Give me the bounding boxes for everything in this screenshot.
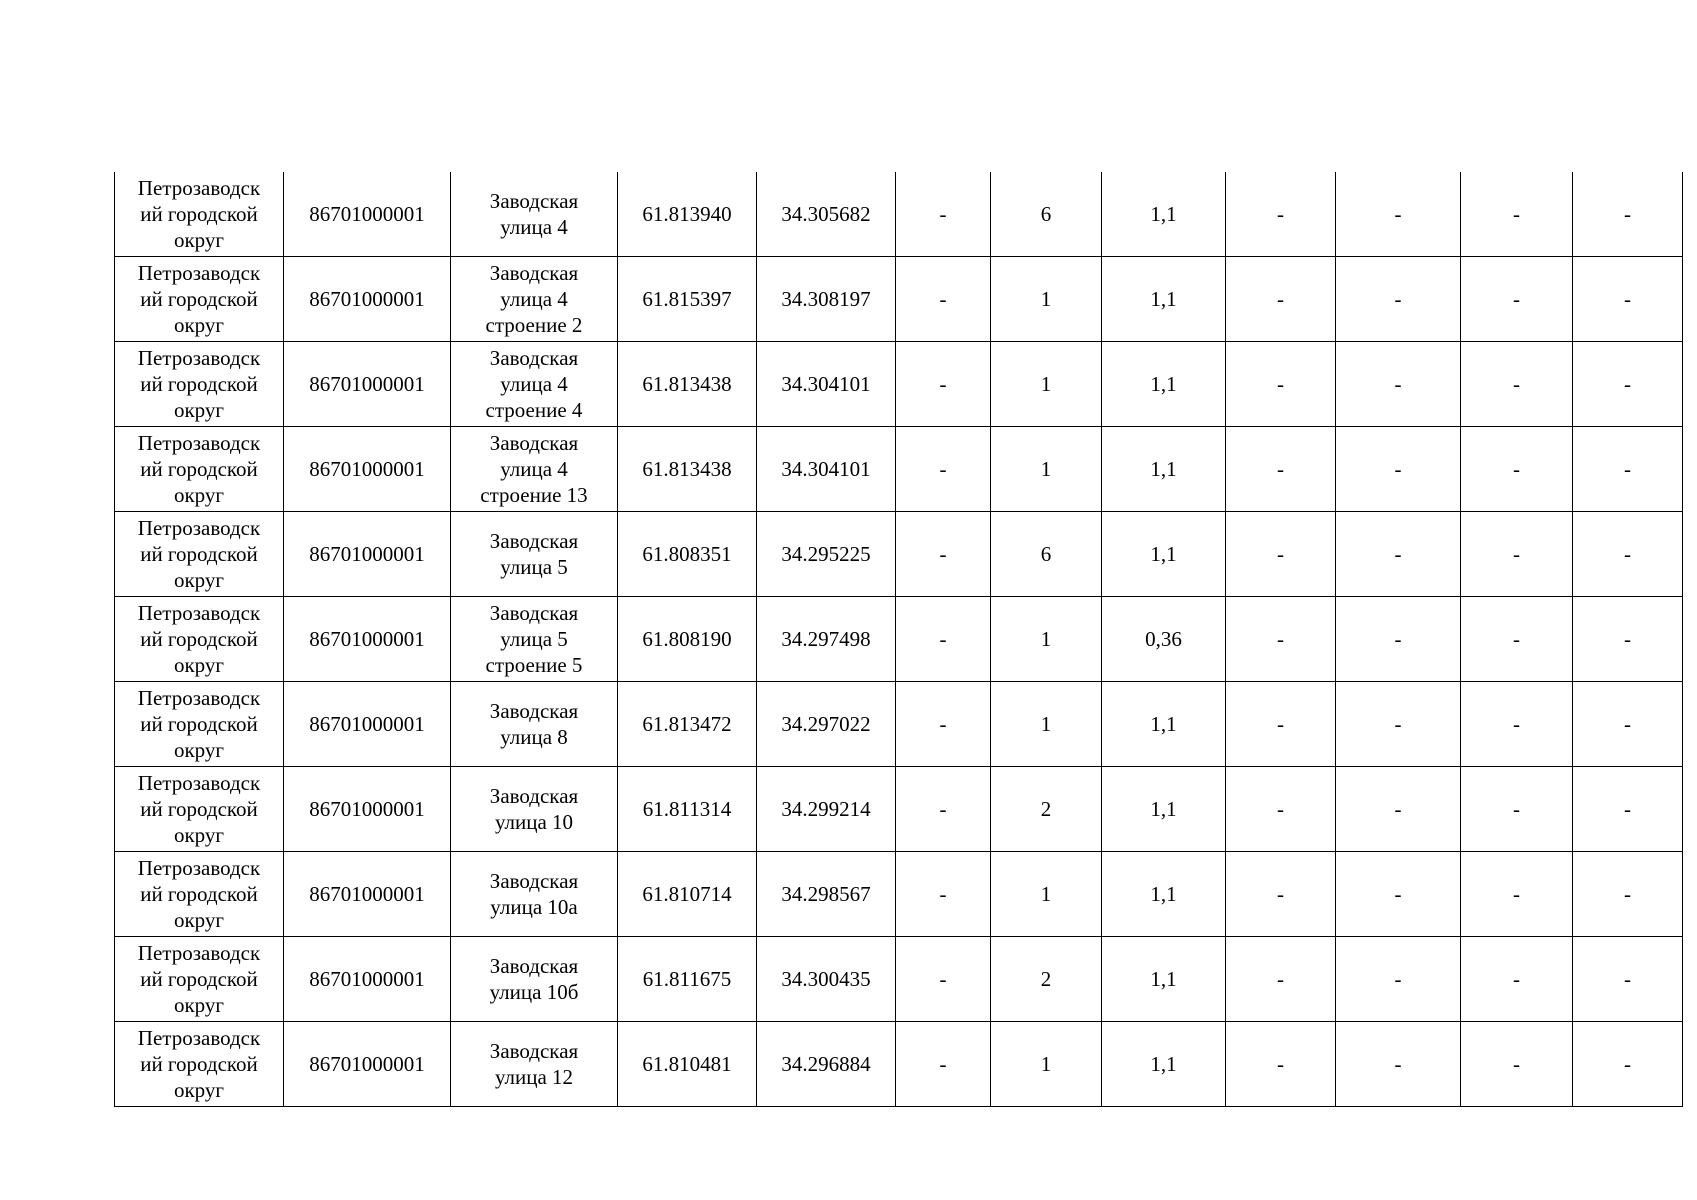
cell-column-7: 1 (991, 342, 1102, 427)
cell-column-12: - (1573, 597, 1683, 682)
cell-column-9: - (1226, 427, 1336, 512)
cell-municipality (115, 1022, 284, 1107)
cell-address (451, 597, 618, 682)
cell-column-6: - (896, 512, 991, 597)
table-row (115, 257, 1683, 342)
cell-column-10: - (1336, 1022, 1461, 1107)
cell-column-9: - (1226, 257, 1336, 342)
cell-column-6: - (896, 257, 991, 342)
cell-municipality-line: Петрозаводск (137, 856, 261, 880)
cell-municipality-line: Петрозаводск (137, 261, 261, 285)
cell-column-11: - (1461, 1022, 1573, 1107)
cell-municipality-line: ий городской (140, 287, 258, 311)
cell-column-9: - (1226, 342, 1336, 427)
cell-column-8: 1,1 (1102, 937, 1226, 1022)
cell-address (451, 512, 618, 597)
cell-municipality-line: округ (173, 568, 225, 592)
cell-municipality-line: округ (173, 823, 225, 847)
cell-municipality-line: ий городской (140, 1052, 258, 1076)
cell-latitude: 61.811675 (618, 937, 757, 1022)
cell-column-7: 1 (991, 427, 1102, 512)
cell-municipality-line: ий городской (140, 712, 258, 736)
cell-municipality (115, 767, 284, 852)
cell-latitude: 61.813438 (618, 342, 757, 427)
cell-oktmo: 86701000001 (284, 512, 451, 597)
cell-longitude: 34.305682 (757, 172, 896, 257)
cell-address-line: улица 10 (494, 810, 574, 834)
table-row (115, 1022, 1683, 1107)
cell-latitude: 61.813438 (618, 427, 757, 512)
table-row (115, 172, 1683, 257)
cell-address-line: Заводская (489, 699, 579, 723)
cell-column-6: - (896, 597, 991, 682)
cell-oktmo: 86701000001 (284, 1022, 451, 1107)
cell-municipality-line: округ (173, 483, 225, 507)
cell-address-line: улица 10б (489, 980, 579, 1004)
document-page (114, 172, 1631, 1107)
cell-municipality (115, 172, 284, 257)
cell-column-11: - (1461, 342, 1573, 427)
cell-municipality-line: округ (173, 398, 225, 422)
cell-address-line: строение 2 (485, 313, 583, 337)
cell-column-10: - (1336, 682, 1461, 767)
cell-latitude: 61.815397 (618, 257, 757, 342)
cell-address-line: Заводская (489, 954, 579, 978)
cell-longitude: 34.300435 (757, 937, 896, 1022)
cell-column-7: 1 (991, 257, 1102, 342)
registry-table (114, 172, 1683, 1107)
cell-column-12: - (1573, 1022, 1683, 1107)
cell-longitude: 34.295225 (757, 512, 896, 597)
cell-address (451, 937, 618, 1022)
cell-municipality-line: ий городской (140, 202, 258, 226)
cell-column-9: - (1226, 937, 1336, 1022)
cell-column-6: - (896, 682, 991, 767)
cell-municipality-line: округ (173, 738, 225, 762)
table-row (115, 427, 1683, 512)
cell-municipality-line: Петрозаводск (137, 771, 261, 795)
cell-address-line: Заводская (489, 346, 579, 370)
cell-municipality-line: ий городской (140, 627, 258, 651)
cell-column-9: - (1226, 172, 1336, 257)
cell-column-7: 1 (991, 682, 1102, 767)
cell-municipality-line: Петрозаводск (137, 686, 261, 710)
cell-column-11: - (1461, 172, 1573, 257)
cell-column-11: - (1461, 852, 1573, 937)
cell-address-line: улица 4 (500, 457, 568, 481)
cell-column-10: - (1336, 257, 1461, 342)
cell-column-6: - (896, 427, 991, 512)
cell-address (451, 1022, 618, 1107)
cell-latitude: 61.810481 (618, 1022, 757, 1107)
cell-address-line: Заводская (489, 784, 579, 808)
cell-oktmo: 86701000001 (284, 172, 451, 257)
cell-municipality-line: ий городской (140, 967, 258, 991)
cell-municipality-line: ий городской (140, 457, 258, 481)
cell-column-12: - (1573, 257, 1683, 342)
cell-column-8: 1,1 (1102, 767, 1226, 852)
cell-oktmo: 86701000001 (284, 427, 451, 512)
cell-municipality-line: Петрозаводск (137, 431, 261, 455)
cell-address-line: улица 10а (490, 895, 578, 919)
cell-column-7: 6 (991, 172, 1102, 257)
cell-municipality (115, 597, 284, 682)
cell-municipality (115, 682, 284, 767)
cell-column-8: 1,1 (1102, 852, 1226, 937)
cell-address-line: улица 4 (500, 215, 568, 239)
cell-municipality-line: округ (173, 1078, 225, 1102)
cell-column-9: - (1226, 852, 1336, 937)
cell-latitude: 61.811314 (618, 767, 757, 852)
cell-oktmo: 86701000001 (284, 597, 451, 682)
cell-municipality-line: Петрозаводск (137, 176, 261, 200)
cell-column-12: - (1573, 682, 1683, 767)
cell-longitude: 34.308197 (757, 257, 896, 342)
cell-column-8: 1,1 (1102, 512, 1226, 597)
cell-municipality-line: округ (173, 908, 225, 932)
cell-municipality-line: округ (173, 993, 225, 1017)
cell-column-9: - (1226, 767, 1336, 852)
cell-address-line: Заводская (489, 529, 579, 553)
cell-municipality-line: Петрозаводск (137, 516, 261, 540)
cell-column-12: - (1573, 852, 1683, 937)
cell-address-line: улица 12 (494, 1065, 574, 1089)
cell-latitude: 61.810714 (618, 852, 757, 937)
cell-column-8: 1,1 (1102, 342, 1226, 427)
cell-latitude: 61.813472 (618, 682, 757, 767)
cell-column-10: - (1336, 172, 1461, 257)
table-row (115, 597, 1683, 682)
table-row (115, 342, 1683, 427)
cell-column-9: - (1226, 1022, 1336, 1107)
cell-column-6: - (896, 1022, 991, 1107)
table-row (115, 512, 1683, 597)
cell-column-11: - (1461, 597, 1573, 682)
cell-address-line: Заводская (489, 189, 579, 213)
cell-column-8: 1,1 (1102, 427, 1226, 512)
table-row (115, 852, 1683, 937)
cell-municipality-line: ий городской (140, 542, 258, 566)
cell-oktmo: 86701000001 (284, 682, 451, 767)
cell-column-12: - (1573, 172, 1683, 257)
cell-column-11: - (1461, 257, 1573, 342)
table-row (115, 767, 1683, 852)
cell-column-7: 1 (991, 597, 1102, 682)
cell-municipality-line: ий городской (140, 372, 258, 396)
cell-address-line: Заводская (489, 261, 579, 285)
cell-column-8: 1,1 (1102, 172, 1226, 257)
cell-longitude: 34.297022 (757, 682, 896, 767)
cell-municipality-line: Петрозаводск (137, 941, 261, 965)
cell-column-12: - (1573, 342, 1683, 427)
cell-municipality-line: ий городской (140, 797, 258, 821)
cell-column-9: - (1226, 682, 1336, 767)
cell-oktmo: 86701000001 (284, 937, 451, 1022)
cell-address-line: улица 5 (500, 627, 568, 651)
table-body (115, 172, 1683, 1107)
cell-longitude: 34.297498 (757, 597, 896, 682)
cell-column-12: - (1573, 767, 1683, 852)
cell-column-6: - (896, 172, 991, 257)
cell-column-11: - (1461, 682, 1573, 767)
cell-oktmo: 86701000001 (284, 767, 451, 852)
cell-column-8: 1,1 (1102, 682, 1226, 767)
cell-column-8: 1,1 (1102, 1022, 1226, 1107)
cell-address (451, 852, 618, 937)
cell-municipality (115, 512, 284, 597)
cell-column-8: 1,1 (1102, 257, 1226, 342)
cell-column-9: - (1226, 512, 1336, 597)
cell-latitude: 61.808351 (618, 512, 757, 597)
cell-column-12: - (1573, 512, 1683, 597)
table-row (115, 937, 1683, 1022)
cell-oktmo: 86701000001 (284, 342, 451, 427)
cell-municipality-line: ий городской (140, 882, 258, 906)
cell-address (451, 682, 618, 767)
cell-address (451, 172, 618, 257)
cell-address (451, 257, 618, 342)
cell-address-line: Заводская (489, 431, 579, 455)
cell-address-line: Заводская (489, 1039, 579, 1063)
cell-address-line: строение 4 (485, 398, 583, 422)
cell-column-7: 2 (991, 767, 1102, 852)
cell-longitude: 34.298567 (757, 852, 896, 937)
cell-municipality-line: округ (173, 653, 225, 677)
cell-municipality-line: Петрозаводск (137, 601, 261, 625)
cell-latitude: 61.808190 (618, 597, 757, 682)
cell-column-11: - (1461, 937, 1573, 1022)
cell-column-7: 6 (991, 512, 1102, 597)
cell-address (451, 342, 618, 427)
cell-column-7: 1 (991, 852, 1102, 937)
cell-column-10: - (1336, 427, 1461, 512)
cell-address-line: строение 13 (480, 483, 588, 507)
cell-column-6: - (896, 852, 991, 937)
cell-column-6: - (896, 937, 991, 1022)
cell-longitude: 34.299214 (757, 767, 896, 852)
cell-address-line: Заводская (489, 869, 579, 893)
cell-column-8: 0,36 (1102, 597, 1226, 682)
cell-address-line: Заводская (489, 601, 579, 625)
cell-column-6: - (896, 342, 991, 427)
cell-column-7: 1 (991, 1022, 1102, 1107)
cell-column-10: - (1336, 852, 1461, 937)
cell-latitude: 61.813940 (618, 172, 757, 257)
cell-address-line: улица 8 (500, 725, 568, 749)
cell-municipality-line: Петрозаводск (137, 346, 261, 370)
cell-longitude: 34.304101 (757, 342, 896, 427)
cell-column-11: - (1461, 512, 1573, 597)
table-row (115, 682, 1683, 767)
cell-address (451, 427, 618, 512)
cell-address-line: улица 4 (500, 372, 568, 396)
cell-municipality (115, 257, 284, 342)
cell-column-6: - (896, 767, 991, 852)
cell-municipality-line: округ (173, 313, 225, 337)
cell-column-7: 2 (991, 937, 1102, 1022)
cell-municipality-line: Петрозаводск (137, 1026, 261, 1050)
cell-column-11: - (1461, 767, 1573, 852)
cell-longitude: 34.304101 (757, 427, 896, 512)
cell-municipality-line: округ (173, 228, 225, 252)
cell-column-10: - (1336, 597, 1461, 682)
cell-address (451, 767, 618, 852)
cell-address-line: улица 5 (500, 555, 568, 579)
cell-column-10: - (1336, 342, 1461, 427)
cell-municipality (115, 342, 284, 427)
cell-oktmo: 86701000001 (284, 257, 451, 342)
cell-municipality (115, 852, 284, 937)
cell-column-12: - (1573, 937, 1683, 1022)
cell-address-line: улица 4 (500, 287, 568, 311)
cell-column-10: - (1336, 937, 1461, 1022)
cell-column-10: - (1336, 512, 1461, 597)
cell-column-10: - (1336, 767, 1461, 852)
cell-column-9: - (1226, 597, 1336, 682)
cell-address-line: строение 5 (485, 653, 583, 677)
cell-oktmo: 86701000001 (284, 852, 451, 937)
cell-column-11: - (1461, 427, 1573, 512)
cell-column-12: - (1573, 427, 1683, 512)
cell-municipality (115, 937, 284, 1022)
cell-municipality (115, 427, 284, 512)
cell-longitude: 34.296884 (757, 1022, 896, 1107)
